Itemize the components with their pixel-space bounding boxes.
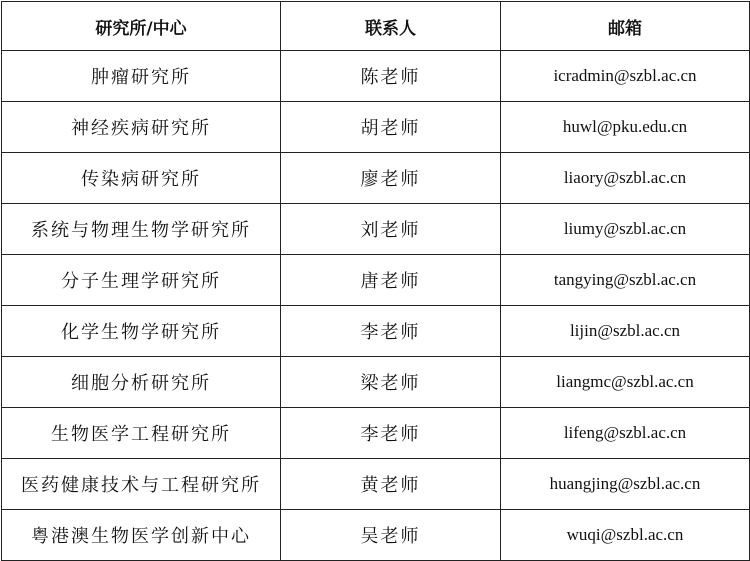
email-cell: icradmin@szbl.ac.cn bbox=[501, 51, 750, 102]
contact-cell: 李老师 bbox=[281, 306, 501, 357]
table-row bbox=[2, 51, 750, 102]
contact-cell: 胡老师 bbox=[281, 102, 501, 153]
contact-cell: 吴老师 bbox=[281, 510, 501, 561]
institute-cell: 化学生物学研究所 bbox=[2, 306, 281, 357]
email-cell: lifeng@szbl.ac.cn bbox=[501, 408, 750, 459]
table-body bbox=[2, 51, 750, 561]
institute-cell: 传染病研究所 bbox=[2, 153, 281, 204]
header-row bbox=[2, 2, 750, 51]
institute-cell: 细胞分析研究所 bbox=[2, 357, 281, 408]
institute-cell: 粤港澳生物医学创新中心 bbox=[2, 510, 281, 561]
contact-cell: 廖老师 bbox=[281, 153, 501, 204]
table-row bbox=[2, 102, 750, 153]
email-cell: liumy@szbl.ac.cn bbox=[501, 204, 750, 255]
table-header bbox=[2, 2, 750, 51]
institute-cell: 生物医学工程研究所 bbox=[2, 408, 281, 459]
institute-cell: 肿瘤研究所 bbox=[2, 51, 281, 102]
email-cell: huwl@pku.edu.cn bbox=[501, 102, 750, 153]
contact-cell: 唐老师 bbox=[281, 255, 501, 306]
table-row bbox=[2, 204, 750, 255]
header-email: 邮箱 bbox=[501, 2, 750, 51]
email-cell: huangjing@szbl.ac.cn bbox=[501, 459, 750, 510]
email-cell: tangying@szbl.ac.cn bbox=[501, 255, 750, 306]
header-institute: 研究所/中心 bbox=[2, 2, 281, 51]
institute-cell: 医药健康技术与工程研究所 bbox=[2, 459, 281, 510]
contact-cell: 黄老师 bbox=[281, 459, 501, 510]
institute-cell: 系统与物理生物学研究所 bbox=[2, 204, 281, 255]
contact-cell: 李老师 bbox=[281, 408, 501, 459]
table-row bbox=[2, 153, 750, 204]
contacts-table bbox=[1, 1, 750, 561]
institute-cell: 神经疾病研究所 bbox=[2, 102, 281, 153]
table-row bbox=[2, 306, 750, 357]
email-cell: liangmc@szbl.ac.cn bbox=[501, 357, 750, 408]
contact-cell: 梁老师 bbox=[281, 357, 501, 408]
contact-cell: 刘老师 bbox=[281, 204, 501, 255]
email-cell: liaory@szbl.ac.cn bbox=[501, 153, 750, 204]
email-cell: wuqi@szbl.ac.cn bbox=[501, 510, 750, 561]
table-row bbox=[2, 357, 750, 408]
email-cell: lijin@szbl.ac.cn bbox=[501, 306, 750, 357]
table-row bbox=[2, 408, 750, 459]
table-row bbox=[2, 510, 750, 561]
institute-cell: 分子生理学研究所 bbox=[2, 255, 281, 306]
table-row bbox=[2, 255, 750, 306]
header-contact: 联系人 bbox=[281, 2, 501, 51]
table-row bbox=[2, 459, 750, 510]
contact-cell: 陈老师 bbox=[281, 51, 501, 102]
